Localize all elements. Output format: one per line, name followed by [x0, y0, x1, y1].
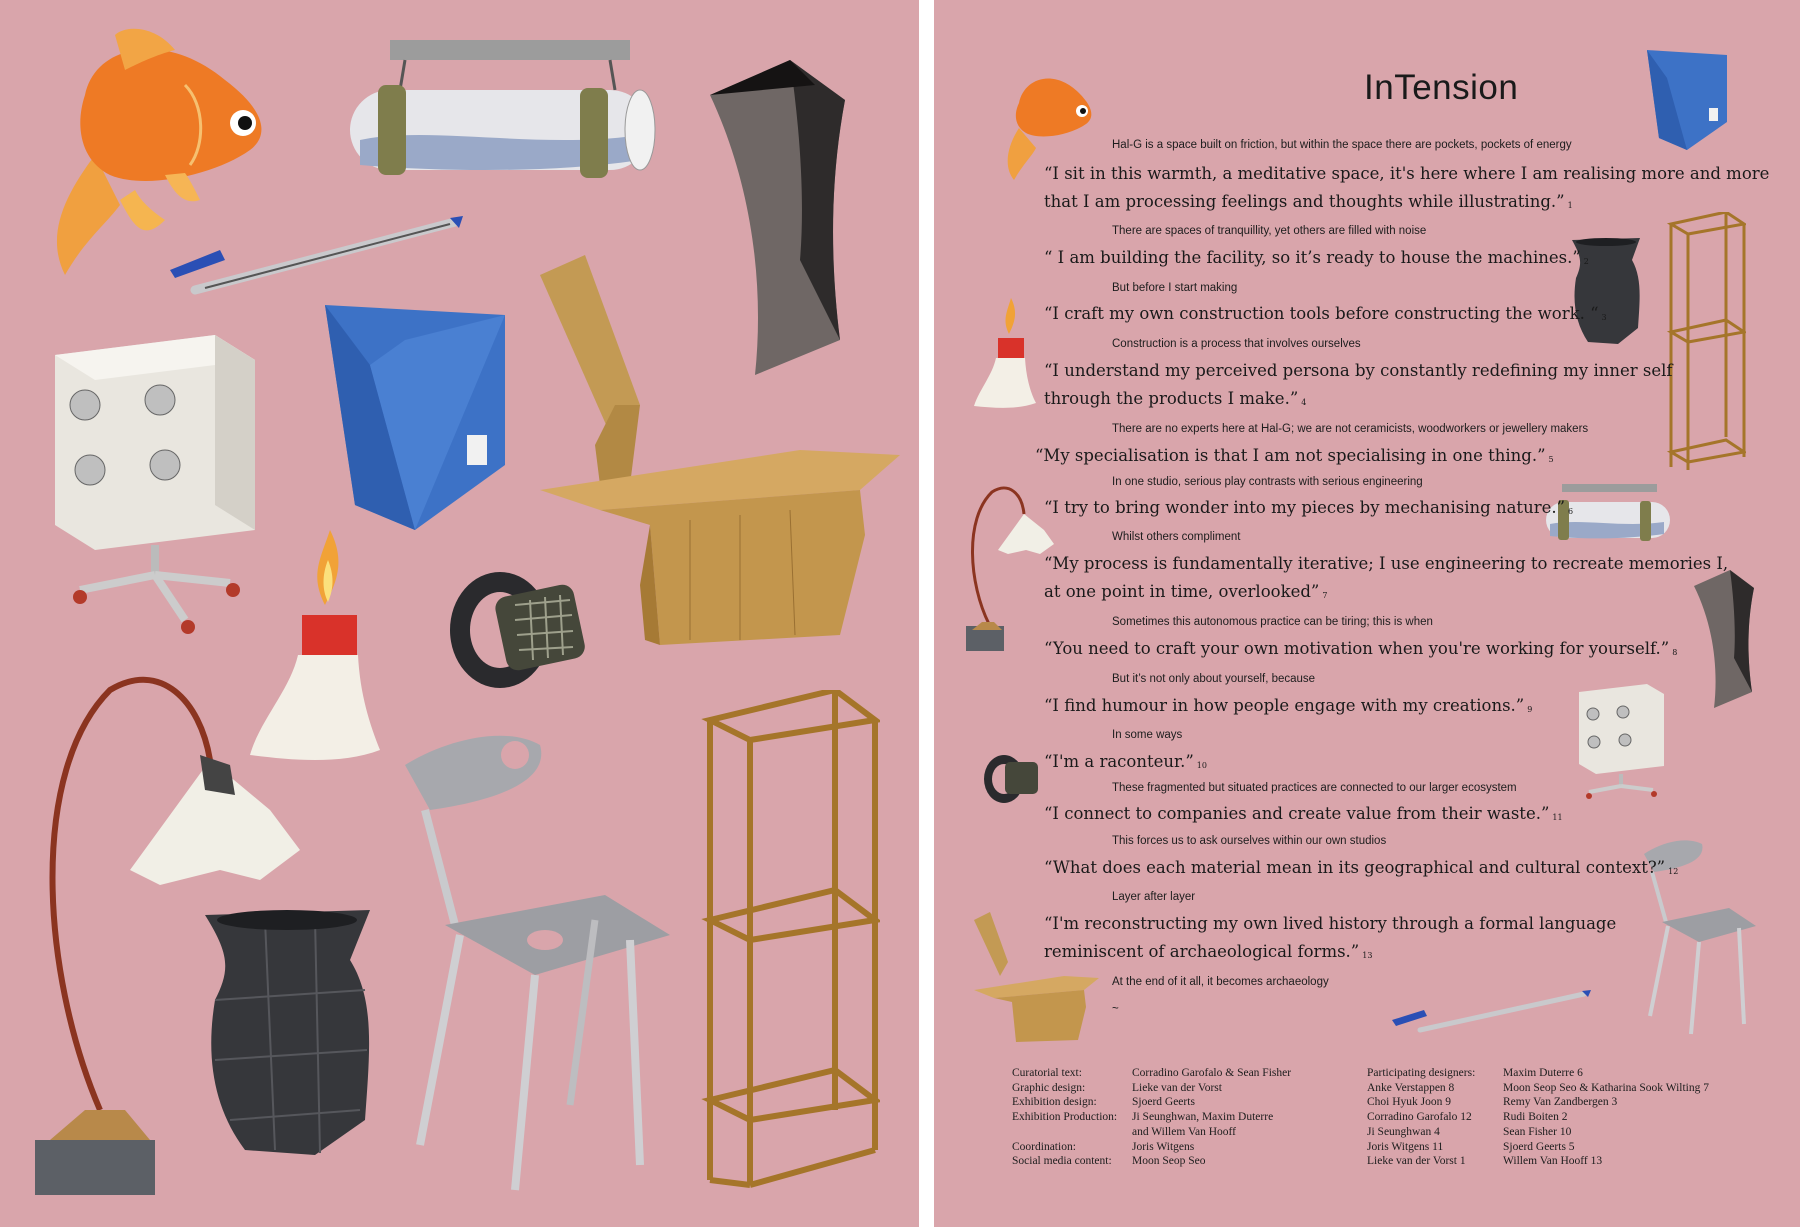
participant-name: Rudi Boiten 2	[1503, 1111, 1568, 1124]
quote-line: “I connect to companies and create value from their waste.” 11	[1044, 804, 1563, 823]
credit-label: Social media content:	[1012, 1155, 1112, 1168]
page-title: InTension	[1364, 68, 1519, 107]
quote-line: “I try to bring wonder into my pieces by mechanising nature.” 6	[1044, 498, 1574, 517]
participant-name: Sean Fisher 10	[1503, 1125, 1572, 1138]
credit-value: Corradino Garofalo & Sean Fisher	[1132, 1067, 1292, 1079]
participant-name: Willem Van Hooff 13	[1503, 1155, 1603, 1168]
credit-label: Curatorial text:	[1012, 1067, 1082, 1079]
wooden-chair-illustration	[540, 255, 900, 645]
credit-value: Moon Seop Seo	[1132, 1155, 1206, 1168]
intro-line: Hal-G is a space built on friction, but within the space there are pockets, pockets of energy	[1112, 139, 1572, 151]
credits-participants-col2	[1503, 1066, 1709, 1169]
wooden-shelf-small-illustration	[1666, 212, 1746, 472]
wooden-shelf-illustration	[700, 690, 880, 1190]
ring-small-illustration	[982, 752, 1040, 806]
participant-name: Moon Seop Seo & Katharina Sook Wilting 7	[1503, 1081, 1709, 1094]
metal-chair-illustration	[405, 725, 670, 1195]
quote-line: “My specialisation is that I am not specialising in one thing.” 5	[1035, 446, 1554, 465]
right-page-text	[934, 0, 1800, 1227]
pen-small-illustration	[1392, 988, 1592, 1038]
credits-role-labels	[1012, 1066, 1117, 1169]
participant-name: Lieke van der Vorst 1	[1367, 1155, 1466, 1168]
quote-line: “You need to craft your own motivation when you're working for yourself.” 8	[1044, 639, 1678, 658]
intro-line: At the end of it all, it becomes archaeology	[1112, 976, 1329, 988]
roller-tube-illustration	[340, 40, 660, 190]
participant-name: Joris Witgens 11	[1367, 1140, 1444, 1153]
intro-line: In one studio, serious play contrasts with serious engineering	[1112, 476, 1423, 488]
quote-line: “I craft my own construction tools before constructing the work. “ 3	[1044, 304, 1607, 323]
credit-value: Lieke van der Vorst	[1132, 1081, 1222, 1094]
participant-name: Remy Van Zandbergen 3	[1503, 1096, 1618, 1109]
pen-illustration	[165, 210, 465, 300]
intro-line: But it’s not only about yourself, because	[1112, 673, 1316, 685]
quote-line: reminiscent of archaeological forms.” 13	[1044, 942, 1373, 961]
quote-line: “I find humour in how people engage with my creations.” 9	[1044, 696, 1533, 715]
participant-name: Anke Verstappen 8	[1367, 1081, 1455, 1094]
participant-name: Ji Seunghwan 4	[1367, 1125, 1440, 1138]
quote-line: “I sit in this warmth, a meditative space, it's here where I am realising more and more	[1044, 164, 1770, 183]
participant-name: Choi Hyuk Joon 9	[1367, 1096, 1452, 1109]
intro-line: There are no experts here at Hal-G; we are not ceramicists, woodworkers or jewellery makers	[1112, 423, 1589, 435]
intro-line: But before I start making	[1112, 282, 1238, 294]
black-vase-illustration	[205, 910, 375, 1160]
participant-name: Sjoerd Geerts 5	[1503, 1140, 1575, 1153]
quote-line: “I'm reconstructing my own lived history through a formal language	[1044, 914, 1617, 933]
intro-line: Construction is a process that involves ourselves	[1112, 338, 1361, 350]
blue-box-illustration	[325, 305, 515, 530]
credit-value: and Willem Van Hooff	[1132, 1125, 1236, 1138]
credit-label	[1012, 1125, 1117, 1140]
quote-line: through the products I make.” 4	[1044, 389, 1307, 408]
credits-role-values	[1132, 1066, 1291, 1169]
quote-line: “My process is fundamentally iterative; I use engineering to recreate memories I,	[1044, 554, 1729, 573]
participants-label: Participating designers:	[1367, 1067, 1476, 1079]
credit-label: Graphic design:	[1012, 1081, 1086, 1094]
intro-line: This forces us to ask ourselves within our own studios	[1112, 835, 1387, 847]
quote-line: that I am processing feelings and thoughts while illustrating.” 1	[1044, 192, 1573, 211]
credit-value: Sjoerd Geerts	[1132, 1096, 1195, 1109]
intro-line: There are spaces of tranquillity, yet others are filled with noise	[1112, 225, 1427, 237]
intro-line: Whilst others compliment	[1112, 531, 1241, 543]
safe-chair-small-illustration	[1579, 684, 1669, 809]
grey-vessel-small-illustration	[1692, 570, 1757, 710]
quote-line: “I understand my perceived persona by constantly redefining my inner self	[1044, 361, 1673, 380]
credit-label: Exhibition design:	[1012, 1096, 1097, 1109]
blue-box-small-illustration	[1647, 50, 1732, 150]
quote-line: at one point in time, overlooked” 7	[1044, 582, 1328, 601]
quote-line: “ I am building the facility, so it’s ready to house the machines.” 2	[1044, 248, 1589, 267]
quote-line: “What does each material mean in its geographical and cultural context?” 12	[1044, 858, 1679, 877]
credits-participants-col1	[1367, 1066, 1475, 1169]
ring-illustration	[445, 565, 585, 695]
participant-name: Maxim Duterre 6	[1503, 1067, 1583, 1079]
intro-line: These fragmented but situated practices are connected to our larger ecosystem	[1112, 782, 1517, 794]
tilde-mark: ~	[1112, 1003, 1119, 1015]
candle-small-illustration	[974, 298, 1039, 410]
safe-chair-illustration	[55, 335, 265, 635]
intro-line: In some ways	[1112, 729, 1183, 741]
quote-line: “I'm a raconteur.” 10	[1044, 752, 1207, 771]
credit-value: Ji Seunghwan, Maxim Duterre	[1132, 1111, 1274, 1124]
credit-label: Coordination:	[1012, 1140, 1076, 1153]
intro-line: Layer after layer	[1112, 891, 1196, 903]
credit-value: Joris Witgens	[1132, 1140, 1195, 1153]
intro-line: Sometimes this autonomous practice can be tiring; this is when	[1112, 616, 1433, 628]
participant-name: Corradino Garofalo 12	[1367, 1111, 1472, 1124]
credit-label: Exhibition Production:	[1012, 1111, 1118, 1124]
